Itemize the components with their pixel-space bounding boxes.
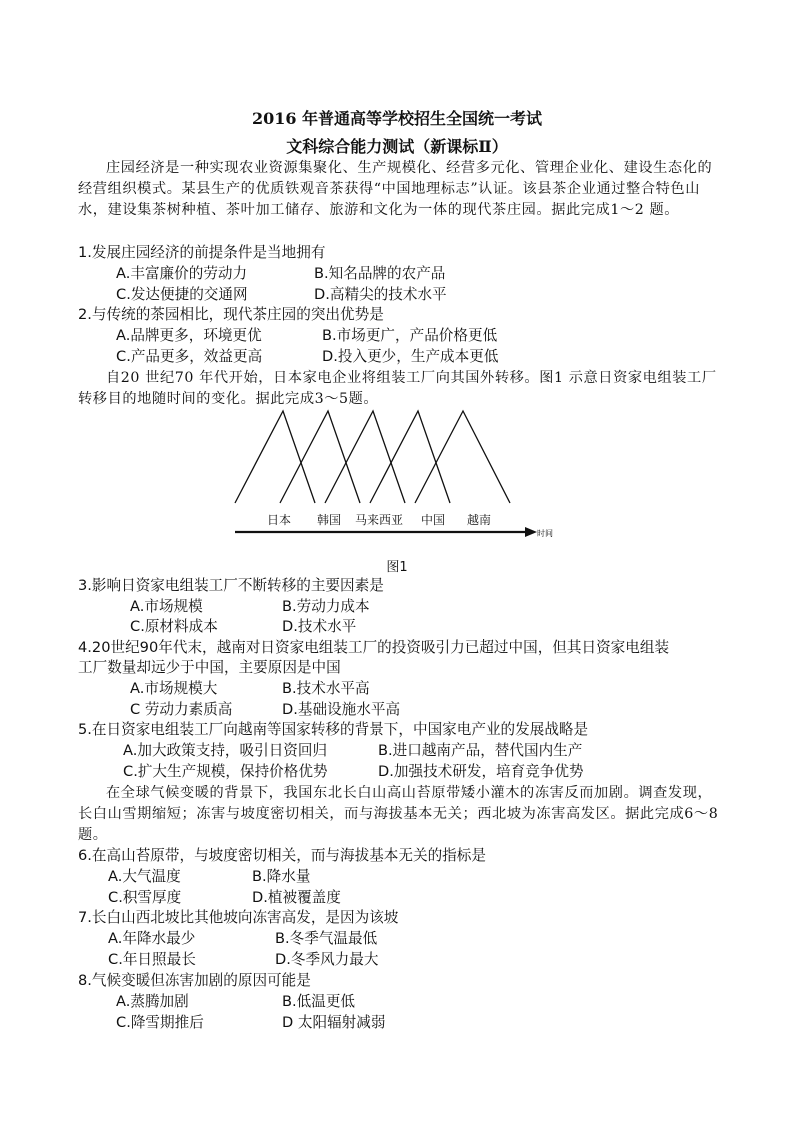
question-8-option-a: A.蒸腾加剧 [116,993,189,1010]
passage-1-text: 庄园经济是一种实现农业资源集聚化、生产规模化、经营多元化、管理企业化、建设生态化的经营组织模式。某县生产的优质铁观音茶获得“中国地理标志”认证。该县茶企业通过整合特色山水，建设集茶树种植、茶叶加工储存、旅游和文化为一体的现代茶庄园。据此完成1～2 题。 [78,160,713,218]
question-7-stem: 7.长白山西北坡比其他坡向冻害高发，是因为该坡 [78,909,399,926]
question-5-option-a: A.加大政策支持，吸引日资回归 [123,742,328,759]
question-4-option-a: A.市场规模大 [130,680,218,697]
exam-title: 2016 年普通高等学校招生全国统一考试 [251,109,543,128]
question-6-option-c: C.积雪厚度 [108,889,182,906]
question-3-stem: 3.影响日资家电组装工厂不断转移的主要因素是 [78,577,384,594]
exam-subtitle: 文科综合能力测试（新课标Ⅱ） [286,137,508,156]
question-2-option-c: C.产品更多，效益更高 [116,348,263,365]
question-8-option-d: D 太阳辐射减弱 [282,1014,386,1031]
question-7-option-b: B.冬季气温最低 [275,930,378,947]
question-3-option-a: A.市场规模 [130,598,203,615]
question-2-option-b: B.市场更广，产品价格更低 [322,327,498,344]
country-label-korea: 韩国 [317,513,342,527]
question-2-option-a: A.品牌更多，环境更优 [116,327,262,344]
country-label-japan: 日本 [267,513,292,527]
passage-1 [78,158,723,221]
question-5-option-b: B.进口越南产品，替代国内生产 [378,742,583,759]
question-4-stem-line-2: 工厂数量却远少于中国，主要原因是中国 [78,659,341,676]
question-6-option-d: D.植被覆盖度 [252,889,341,906]
peak-japan [235,411,315,503]
peak-china [370,411,450,503]
question-3-option-b: B.劳动力成本 [282,598,370,615]
figure-1-diagram [225,405,570,545]
passage-2 [78,368,723,410]
country-label-vietnam: 越南 [467,513,492,527]
question-5-option-d: D.加强技术研发，培育竞争优势 [378,763,584,780]
question-8-option-b: B.低温更低 [282,993,356,1010]
question-6-stem: 6.在高山苔原带，与坡度密切相关，而与海拔基本无关的指标是 [78,847,486,864]
question-2-stem: 2.与传统的茶园相比，现代茶庄园的突出优势是 [78,306,384,323]
question-3-option-d: D.技术水平 [282,618,357,635]
question-1-option-a: A.丰富廉价的劳动力 [116,265,248,282]
question-5-option-c: C.扩大生产规模，保持价格优势 [123,763,328,780]
peak-vietnam [415,411,510,503]
question-6-option-b: B.降水量 [252,868,311,885]
country-label-china: 中国 [421,513,446,527]
question-5-stem: 5.在日资家电组装工厂向越南等国家转移的背景下，中国家电产业的发展战略是 [78,721,589,738]
figure-1-caption: 图1 [386,560,408,575]
question-4-stem-line-1: 4.20世纪90年代末，越南对日资家电组装工厂的投资吸引力已超过中国，但其日资家电组装 [78,639,670,656]
question-4-option-d: D.基础设施水平高 [282,701,401,718]
question-7-option-c: C.年日照最长 [108,951,196,968]
question-1-stem: 1.发展庄园经济的前提条件是当地拥有 [78,244,326,261]
question-3-option-c: C.原材料成本 [130,618,218,635]
question-7-option-d: D.冬季风力最大 [275,951,379,968]
peak-malaysia [325,411,405,503]
transfer-peaks [235,411,510,503]
time-axis-arrow-icon [525,527,537,537]
question-1-option-c: C.发达便捷的交通网 [116,286,248,303]
question-1-option-b: B.知名品牌的农产品 [314,265,446,282]
passage-3-text: 在全球气候变暖的背景下，我国东北长白山高山苔原带矮小灌木的冻害反而加剧。调查发现，长白山雪期缩短；冻害与坡度密切相关，而与海拔基本无关；西北坡为冻害高发区。据此完成6～8题。 [78,785,719,843]
passage-2-text: 自20 世纪70 年代开始，日本家电企业将组装工厂向其国外转移。图1 示意日资家电组装工厂转移目的地随时间的变化。据此完成3～5题。 [78,370,717,407]
question-6-option-a: A.大气温度 [108,868,181,885]
country-label-malaysia: 马来西亚 [355,513,404,527]
passage-3 [78,783,723,846]
question-1-option-d: D.高精尖的技术水平 [314,286,447,303]
time-axis-label: 时间 [537,529,553,538]
question-2-option-d: D.投入更少，生产成本更低 [322,348,499,365]
question-4-option-b: B.技术水平高 [282,680,370,697]
question-4-option-c: C 劳动力素质高 [130,701,233,718]
question-8-stem: 8.气候变暖但冻害加剧的原因可能是 [78,972,311,989]
peak-korea [280,411,360,503]
question-8-option-c: C.降雪期推后 [116,1014,204,1031]
question-7-option-a: A.年降水最少 [108,930,196,947]
